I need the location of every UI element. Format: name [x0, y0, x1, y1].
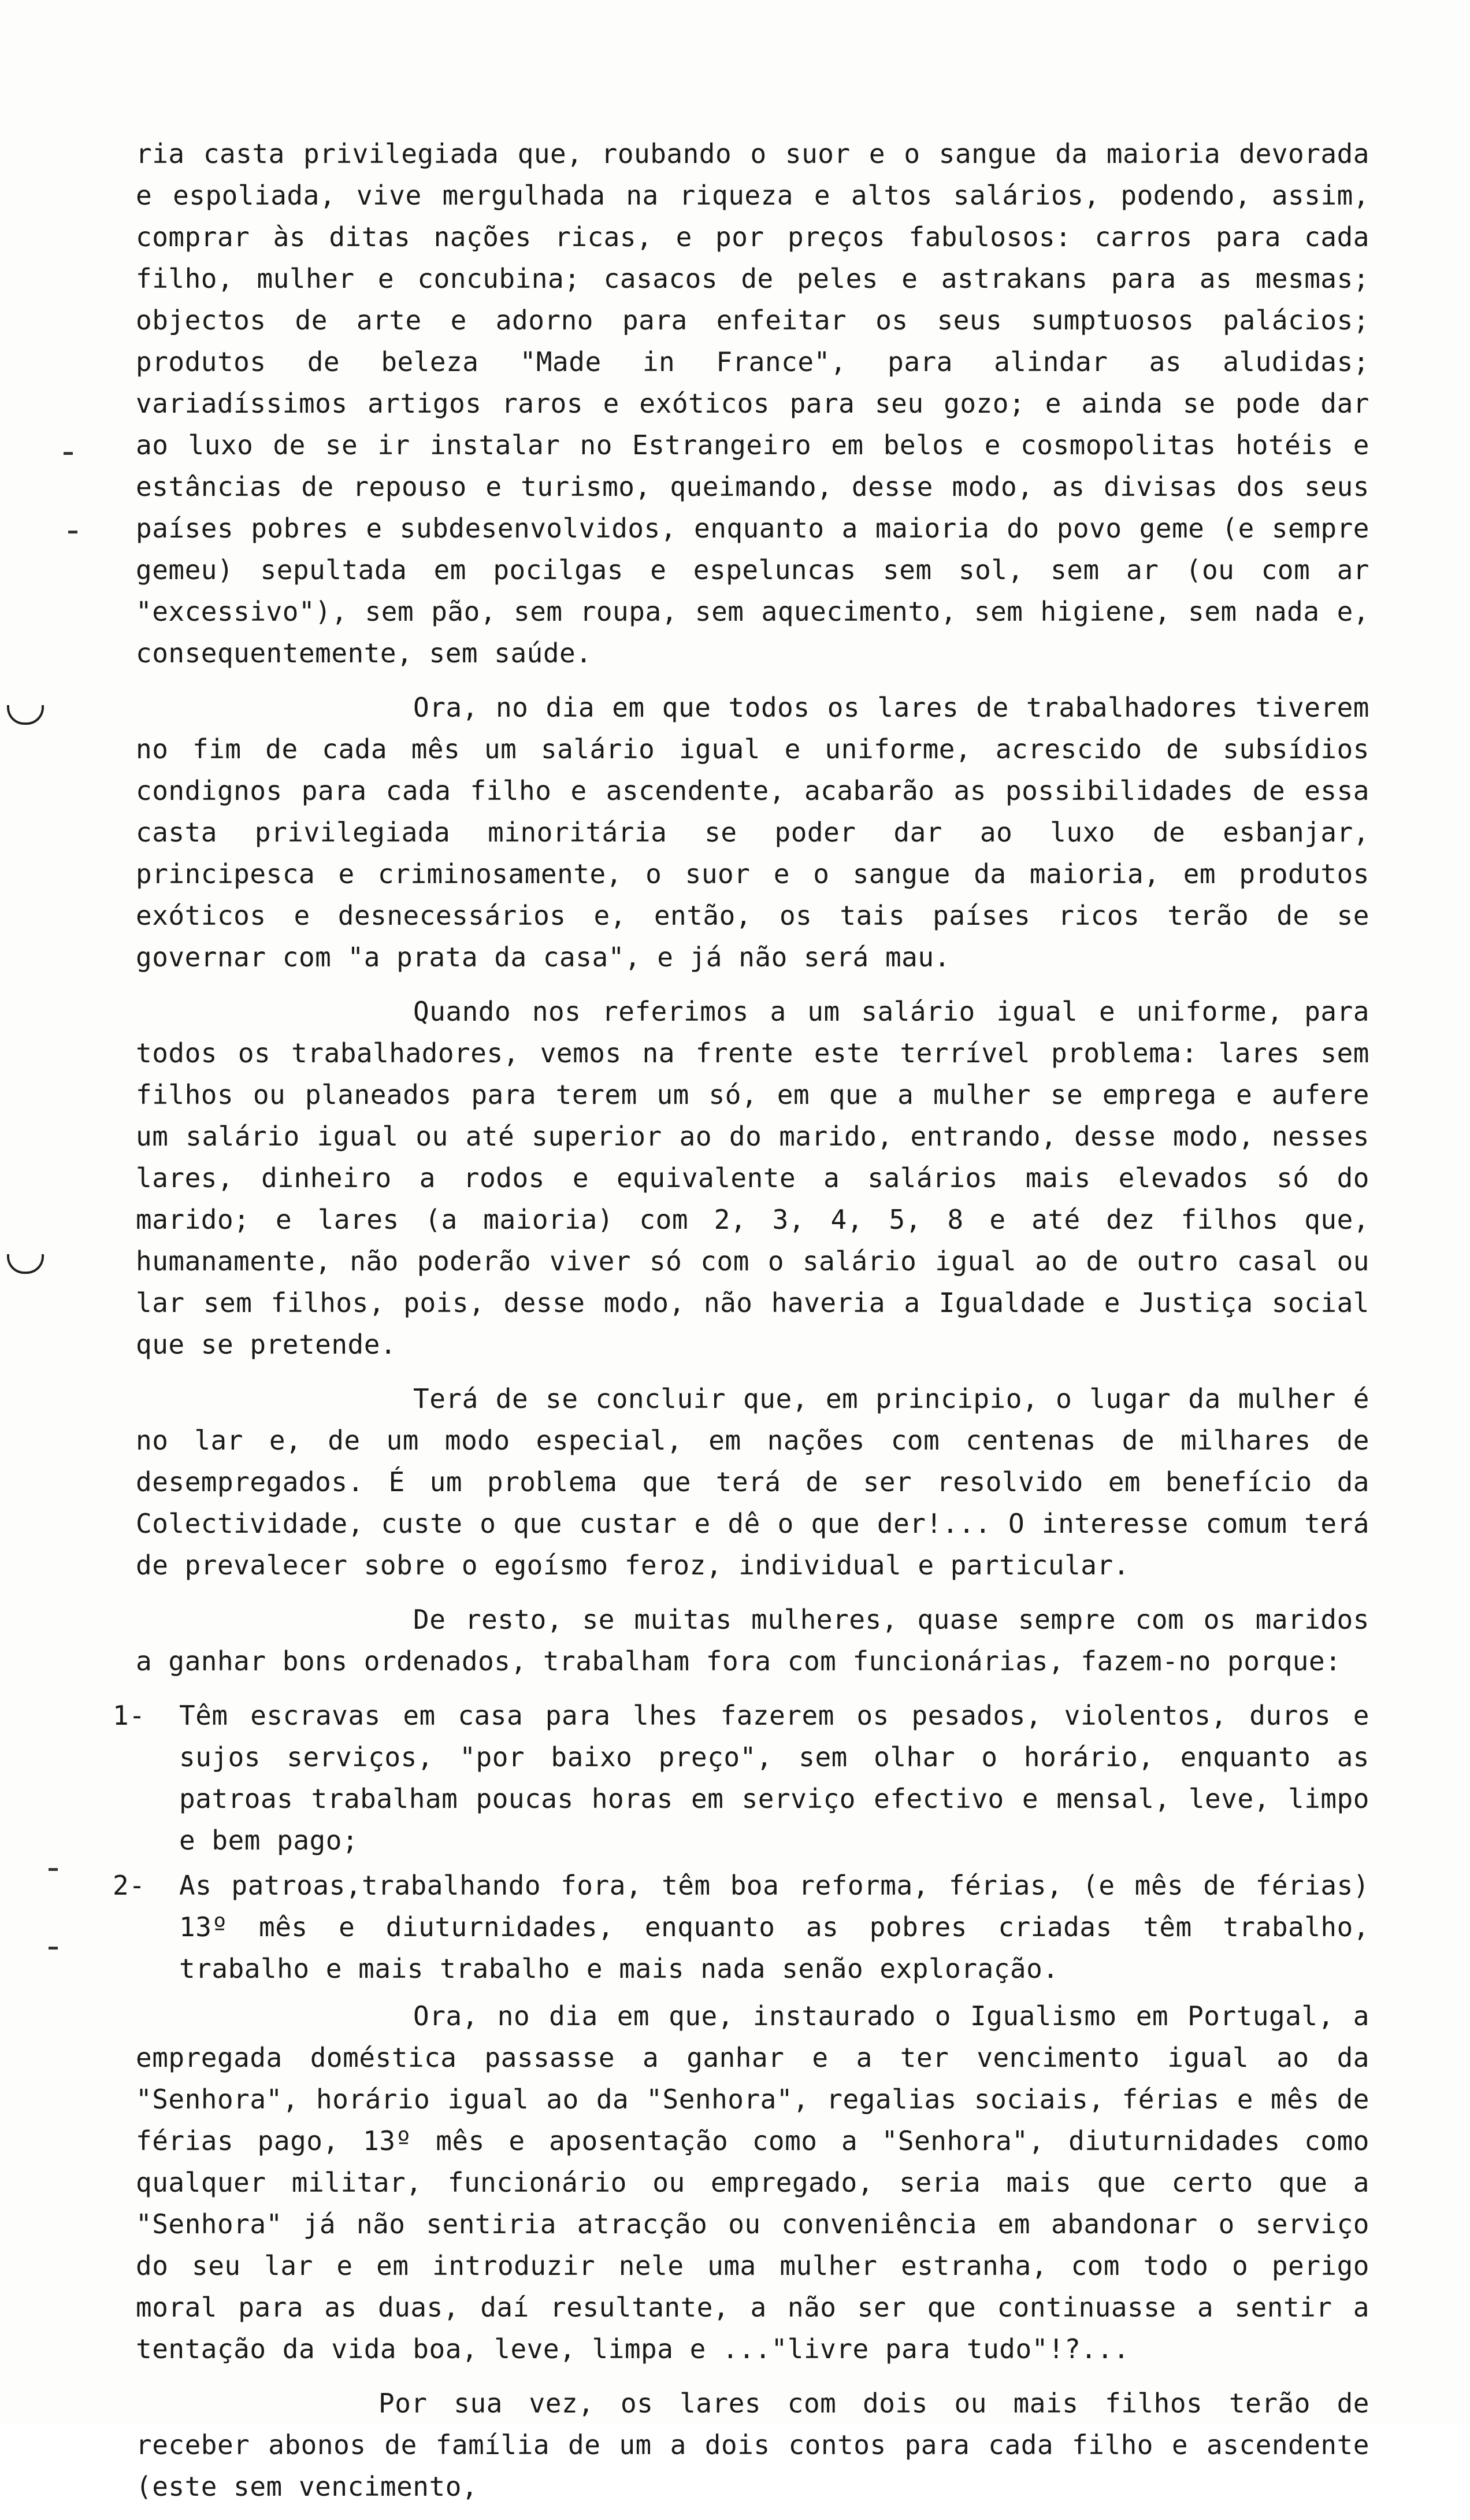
- list-item: [113, 1865, 1369, 1989]
- paragraph-2: Ora, no dia em que todos os lares de trabalhadores tiverem no fim de cada mês um salário igual e uniforme, acrescido de subsídios condignos para cada filho e ascendente, acabarão as possibilidades de essa casta privilegiada minoritária se poder dar ao luxo de esbanjar, principesca e criminosamente, o suor e o sangue da maioria, em produtos exóticos e desnecessários e, então, os tais países ricos terão de se governar com "a prata da casa", e já não será mau.: [136, 692, 1369, 973]
- paragraph-7: Por sua vez, os lares com dois ou mais filhos terão de receber abonos de família de um a dois contos para cada filho e ascendente (este sem vencimento,: [136, 2388, 1369, 2502]
- margin-dash-2: [68, 531, 77, 533]
- margin-mark-2: [7, 1254, 44, 1274]
- list-item-number: 1-: [113, 1700, 146, 1731]
- paragraph-4: Terá de se concluir que, em principio, o lugar da mulher é no lar e, de um modo especial, em nações com centenas de milhares de desempregados. É um problema que terá de ser resolvido em benefício da Colectividade, custe o que custar e dê o que der!... O interesse comum terá de prevalecer sobre o egoísmo feroz, individual e particular.: [136, 1383, 1369, 1581]
- paragraph-1: ria casta privilegiada que, roubando o suor e o sangue da maioria devorada e espoliada, vive mergulhada na riqueza e altos salários, podendo, assim, comprar às ditas nações ricas, e por preços fabulosos: carros para cada filho, mulher e concubina; casacos de peles e astrakans para as mesmas; objectos de arte e adorno para enfeitar os seus sumptuosos palácios; produtos de beleza "Made in France", para alindar as aludidas; variadíssimos artigos raros e exóticos para seu gozo; e ainda se pode dar ao luxo de se ir instalar no Estrangeiro em belos e cosmopolitas hotéis e estâncias de repouso e turismo, queimando, desse modo, as divisas dos seus países pobres e subdesenvolvidos, enquanto a maioria do povo geme (e sempre gemeu) sepultada em pocilgas e espeluncas sem sol, sem ar (ou com ar "excessivo"), sem pão, sem roupa, sem aquecimento, sem higiene, sem nada e, consequentemente, sem saúde.: [136, 138, 1369, 669]
- list-item-text: As patroas,trabalhando fora, têm boa reforma, férias, (e mês de férias) 13º mês e diuturnidades, enquanto as pobres criadas têm trabalho, trabalho e mais trabalho e mais nada senão exploração.: [179, 1870, 1369, 1984]
- paragraph-6: Ora, no dia em que, instaurado o Igualismo em Portugal, a empregada doméstica passasse a ganhar e a ter vencimento igual ao da "Senhora", horário igual ao da "Senhora", regalias sociais, férias e mês de férias pago, 13º mês e aposentação como a "Senhora", diuturnidades como qualquer militar, funcionário ou empregado, seria mais que certo que a "Senhora" já não sentiria atracção ou conveniência em abandonar o serviço do seu lar e em introduzir nele uma mulher estranha, com todo o perigo moral para as duas, daí resultante, a não ser que continuasse a sentir a tentação da vida boa, leve, limpa e ..."livre para tudo"!?...: [136, 2000, 1369, 2365]
- margin-dash-3: [49, 1868, 58, 1871]
- paragraph-3: Quando nos referimos a um salário igual e uniforme, para todos os trabalhadores, vemos na frente este terrível problema: lares sem filhos ou planeados para terem um só, em que a mulher se emprega e aufere um salário igual ou até superior ao do marido, entrando, desse modo, nesses lares, dinheiro a rodos e equivalente a salários mais elevados só do marido; e lares (a maioria) com 2, 3, 4, 5, 8 e até dez filhos que, humanamente, não poderão viver só com o salário igual ao de outro casal ou lar sem filhos, pois, desse modo, não haveria a Igualdade e Justiça social que se pretende.: [136, 996, 1369, 1360]
- paragraph-5: De resto, se muitas mulheres, quase sempre com os maridos a ganhar bons ordenados, trabalham fora com funcionárias, fazem-no porque:: [136, 1604, 1369, 1677]
- list-item: [113, 1695, 1369, 1861]
- margin-mark-1: [7, 705, 44, 725]
- list-item-number: 2-: [113, 1870, 146, 1901]
- list-item-text: Têm escravas em casa para lhes fazerem os pesados, violentos, duros e sujos serviços, "por baixo preço", sem olhar o horário, enquanto as patroas trabalham poucas horas em serviço efectivo e mensal, leve, limpo e bem pago;: [179, 1700, 1369, 1856]
- reasons-list: [113, 1695, 1369, 1989]
- margin-dash-1: [64, 452, 73, 455]
- margin-dash-4: [49, 1947, 58, 1950]
- typewritten-text: [113, 133, 1369, 2520]
